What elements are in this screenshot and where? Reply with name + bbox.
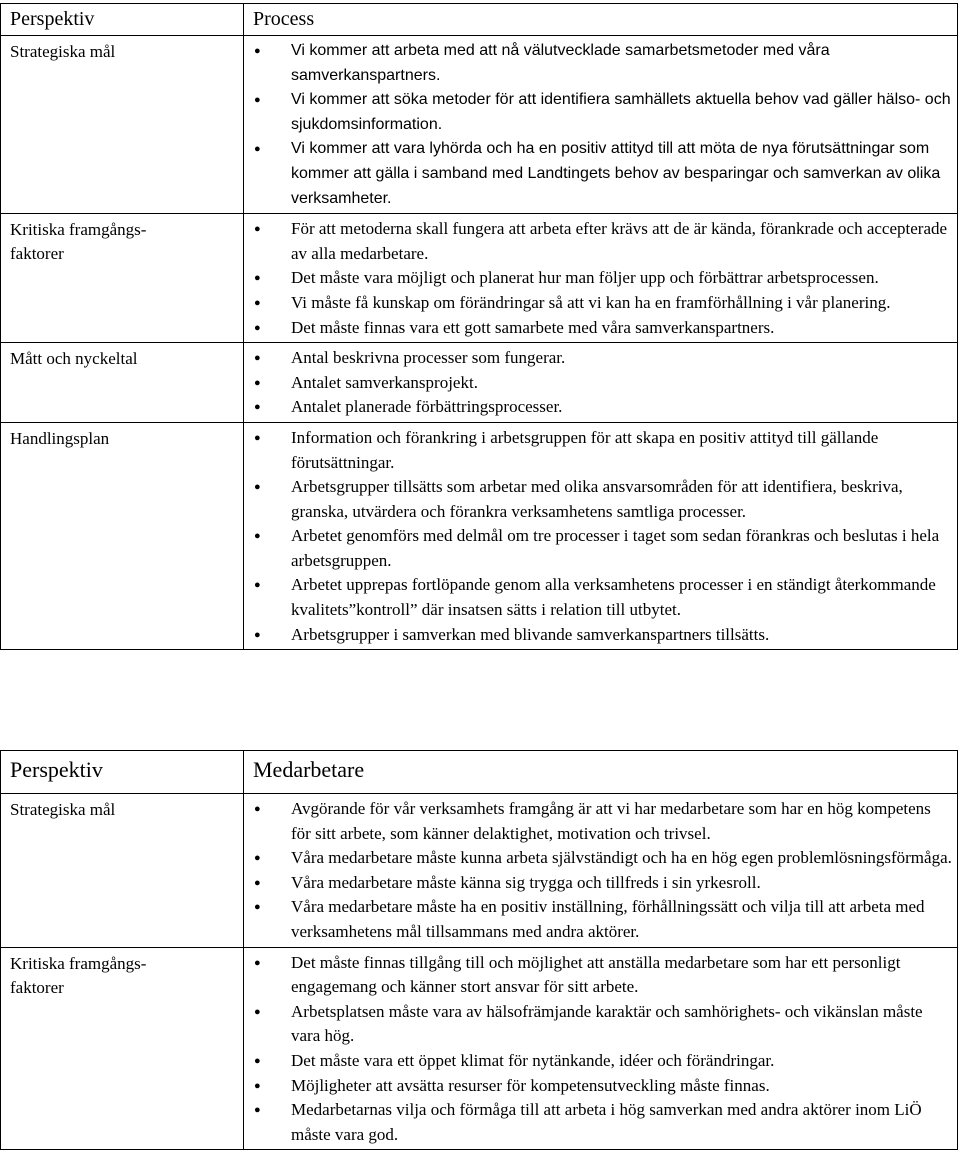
table-row <box>1 36 958 214</box>
row-label <box>1 947 244 1150</box>
list-item: ● Vi kommer att arbeta med att nå välutvecklade samarbetsmetoder med våra samverkanspartners. <box>244 39 953 88</box>
table-row <box>1 343 958 423</box>
list-item: ● Vi måste få kunskap om förändringar så att vi kan ha en framförhållning i vår planering. <box>244 291 953 316</box>
table-row <box>1 794 958 948</box>
label-line: faktorer <box>10 977 64 997</box>
table-row <box>1 947 958 1150</box>
process-table <box>0 3 958 650</box>
row-items <box>244 794 958 948</box>
label-line: Kritiska framgångs- <box>10 220 147 240</box>
medarbetare-table <box>0 750 958 1150</box>
list-item: ● Våra medarbetare måste kunna arbeta självständigt och ha en hög egen problemlösningsförmåga. <box>244 846 953 871</box>
perspektiv-header: Perspektiv <box>1 751 244 794</box>
list-item: ● Arbetet upprepas fortlöpande genom alla verksamhetens processer i en ständigt återkommande kvalitets”kontroll” där insatsen sätts i relation till utbytet. <box>244 573 953 622</box>
list-item: ● Information och förankring i arbetsgruppen för att skapa en positiv attityd till gällande förutsättningar. <box>244 426 953 475</box>
list-item: ● Det måste finnas vara ett gott samarbete med våra samverkanspartners. <box>244 316 953 341</box>
list-item: ● Vi kommer att vara lyhörda och ha en positiv attityd till att möta de nya förutsättningar som kommer att gälla i samband med Landtingets behov av besparingar och samverkan av olika verksamheter. <box>244 137 953 211</box>
table-row <box>1 422 958 649</box>
row-items <box>244 36 958 214</box>
list-item: ● Antalet samverkansprojekt. <box>244 371 953 396</box>
label-line: faktorer <box>10 244 64 264</box>
list-item: ● Det måste vara ett öppet klimat för nytänkande, idéer och förändringar. <box>244 1049 953 1074</box>
table-header-row <box>1 4 958 36</box>
list-item: ● Arbetsgrupper i samverkan med blivande samverkanspartners tillsätts. <box>244 623 953 648</box>
row-label: Strategiska mål <box>1 794 244 948</box>
label-line: Kritiska framgångs- <box>10 953 147 973</box>
list-item: ● Arbetet genomförs med delmål om tre processer i taget som sedan förankras och beslutas i hela arbetsgruppen. <box>244 524 953 573</box>
list-item: ● Våra medarbetare måste ha en positiv inställning, förhållningssätt och vilja till att arbeta med verksamhetens mål tillsammans med andra aktörer. <box>244 895 953 944</box>
list-item: ● Avgörande för vår verksamhets framgång är att vi har medarbetare som har en hög kompetens för sitt arbete, som känner delaktighet, motivation och trivsel. <box>244 797 953 846</box>
row-items <box>244 422 958 649</box>
medarbetare-header: Medarbetare <box>244 751 958 794</box>
list-item: ● Medarbetarnas vilja och förmåga till att arbeta i hög samverkan med andra aktörer inom LiÖ måste vara god. <box>244 1098 953 1147</box>
list-item: ● Antal beskrivna processer som fungerar. <box>244 346 953 371</box>
list-item: ● Det måste vara möjligt och planerat hur man följer upp och förbättrar arbetsprocessen. <box>244 266 953 291</box>
row-items <box>244 214 958 343</box>
list-item: ● För att metoderna skall fungera att arbeta efter krävs att de är kända, förankrade och accepterade av alla medarbetare. <box>244 217 953 266</box>
row-label: Mått och nyckeltal <box>1 343 244 423</box>
list-item: ● Arbetsgrupper tillsätts som arbetar med olika ansvarsområden för att identifiera, beskriva, granska, utvärdera och förankra verksamhetens samtliga processer. <box>244 475 953 524</box>
row-label <box>1 214 244 343</box>
table-row <box>1 214 958 343</box>
list-item: ● Det måste finnas tillgång till och möjlighet att anställa medarbetare som har ett personligt engagemang och känner stort ansvar för sitt arbete. <box>244 951 953 1000</box>
row-items <box>244 947 958 1150</box>
list-item: ● Arbetsplatsen måste vara av hälsofrämjande karaktär och samhörighets- och vikänslan måste vara hög. <box>244 1000 953 1049</box>
row-items <box>244 343 958 423</box>
process-header: Process <box>244 4 958 36</box>
table-header-row <box>1 751 958 794</box>
row-label: Handlingsplan <box>1 422 244 649</box>
list-item: ● Antalet planerade förbättringsprocesser. <box>244 395 953 420</box>
list-item: ● Möjligheter att avsätta resurser för kompetensutveckling måste finnas. <box>244 1074 953 1099</box>
list-item: ● Vi kommer att söka metoder för att identifiera samhällets aktuella behov vad gäller hälso- och sjukdomsinformation. <box>244 88 953 137</box>
row-label: Strategiska mål <box>1 36 244 214</box>
list-item: ● Våra medarbetare måste känna sig trygga och tillfreds i sin yrkesroll. <box>244 871 953 896</box>
perspektiv-header: Perspektiv <box>1 4 244 36</box>
